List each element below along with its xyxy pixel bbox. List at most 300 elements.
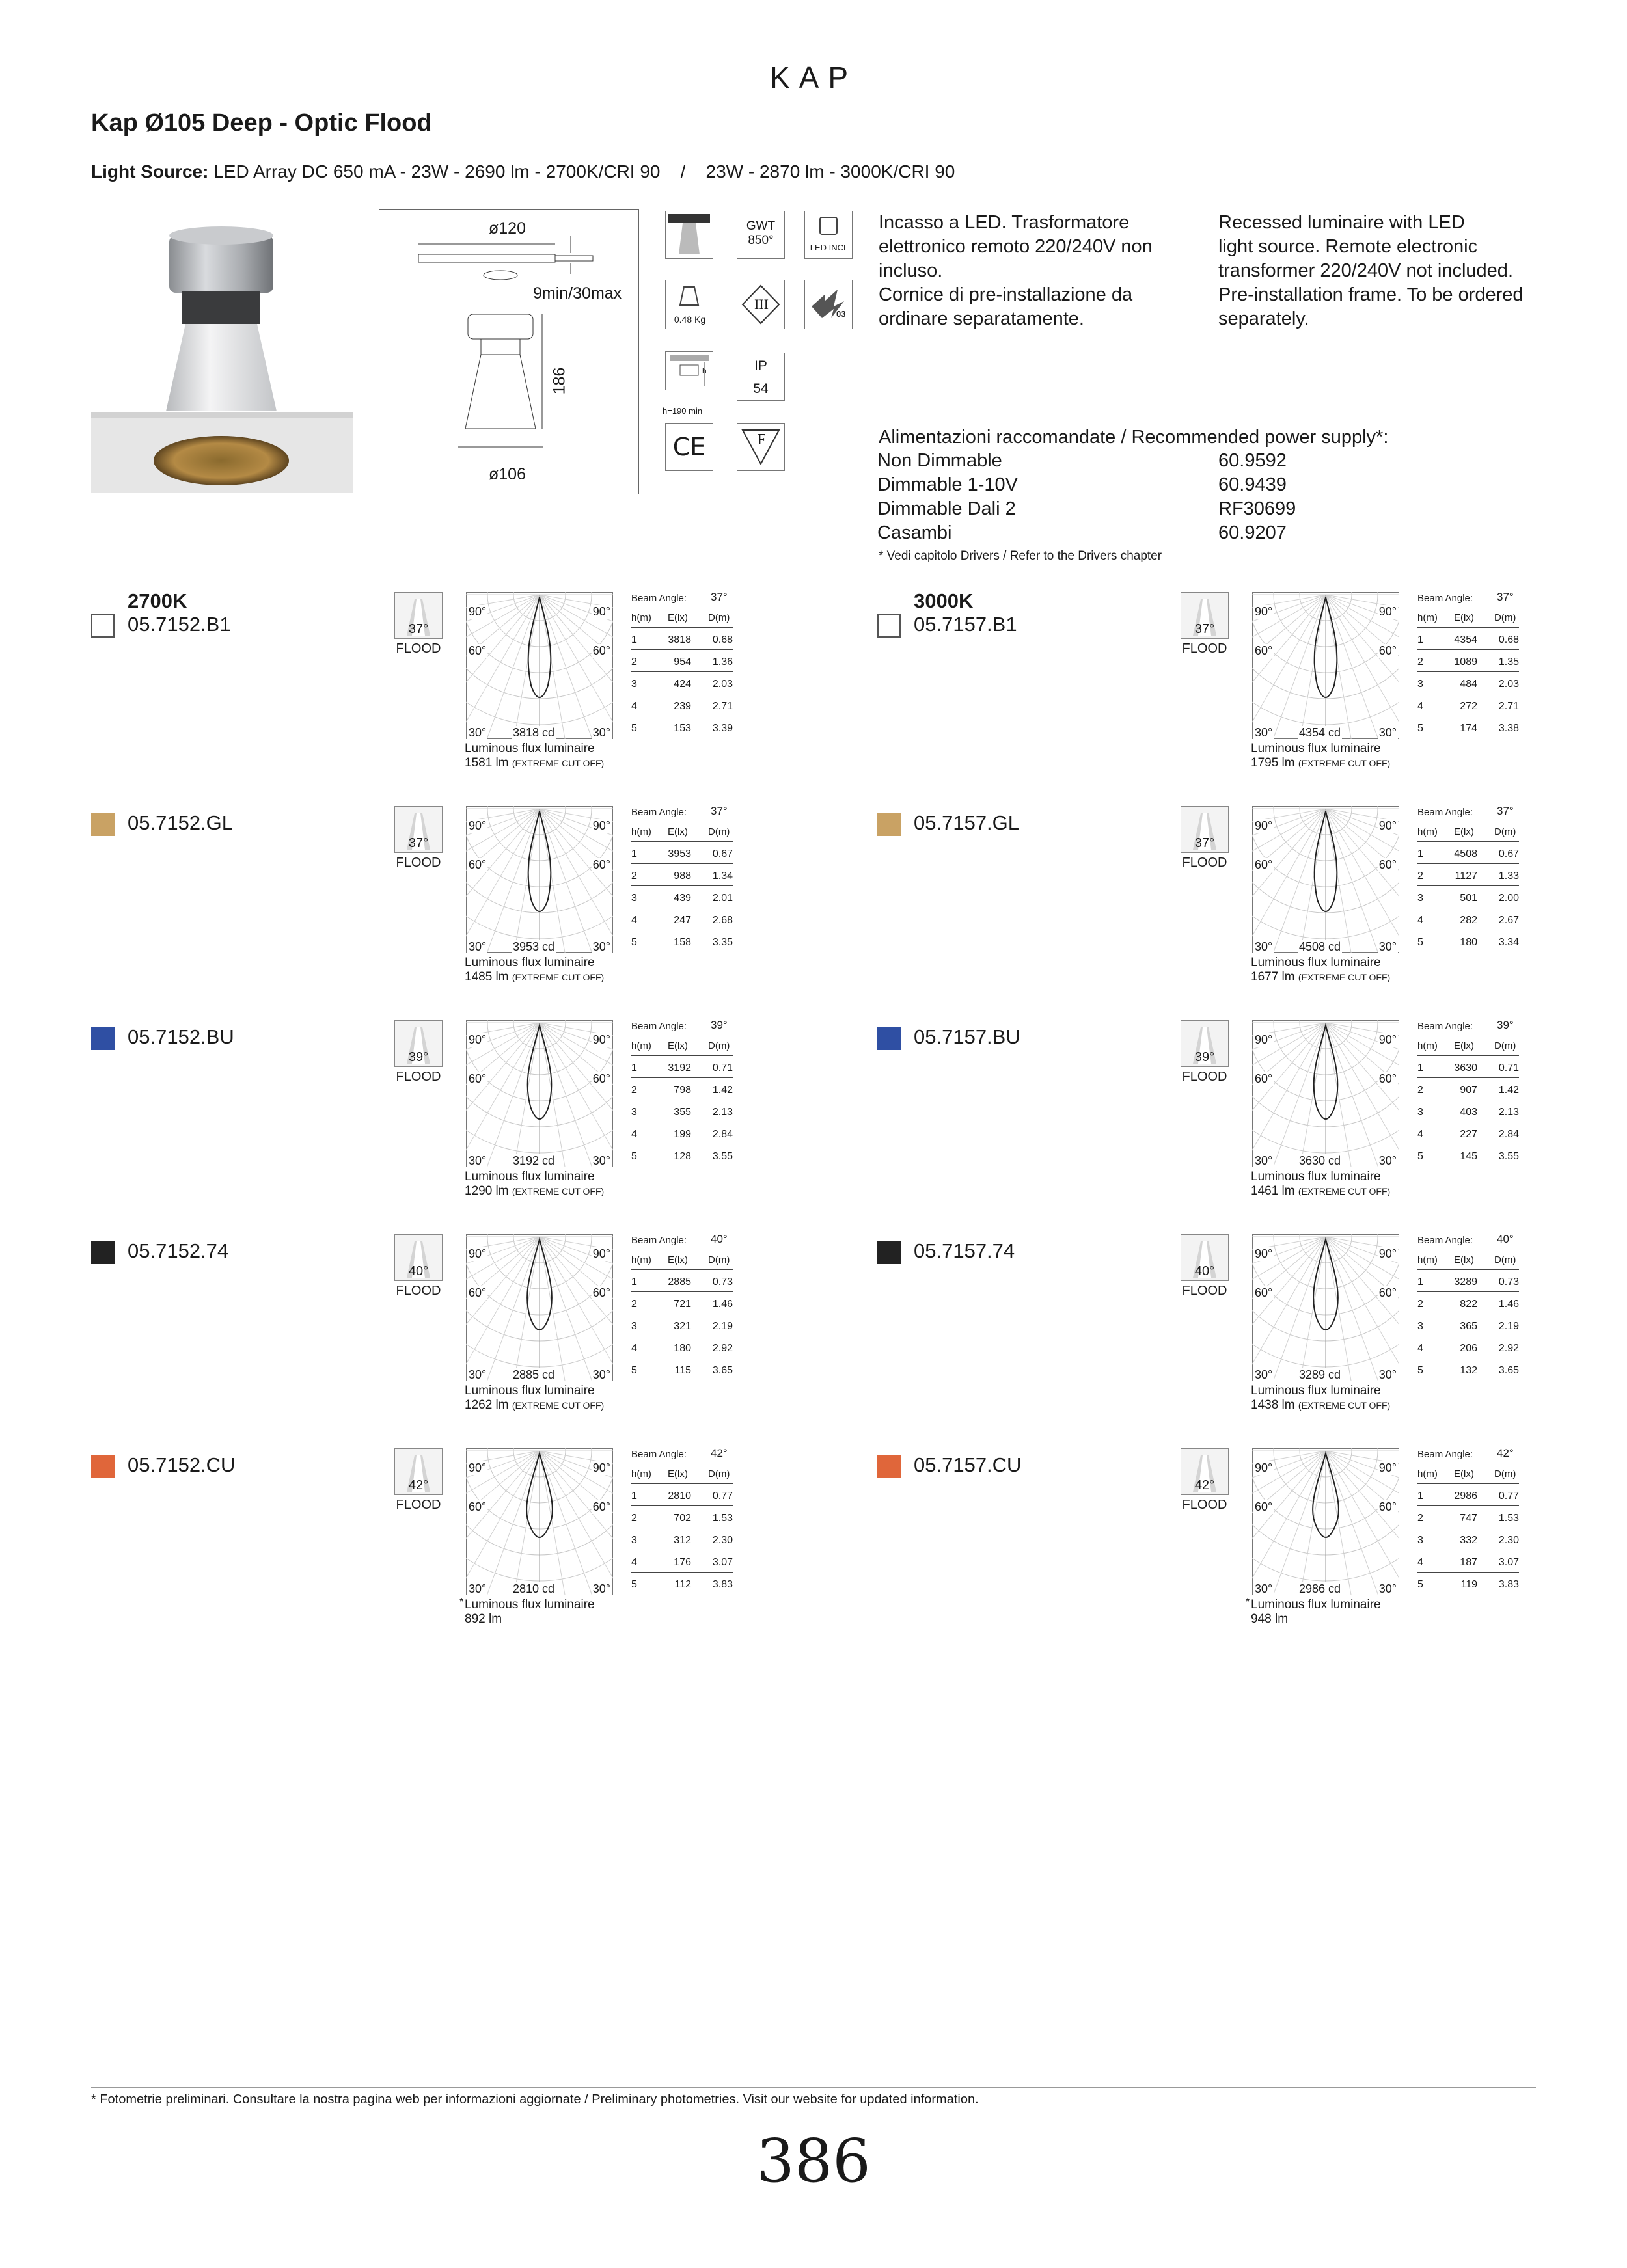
height-cell: 2	[631, 1085, 637, 1096]
luminous-flux	[459, 1597, 634, 1627]
e-header: E(lx)	[1454, 1040, 1474, 1051]
table-row	[631, 1556, 733, 1573]
beam-angle-icon	[394, 1234, 443, 1306]
illuminance-table	[631, 1448, 735, 1598]
power-supply-title: Alimentazioni raccomandate / Recommended power supply*:	[879, 427, 1389, 448]
color-swatch	[877, 813, 901, 836]
luminous-flux	[1251, 1170, 1420, 1198]
beam-angle-label: Beam Angle:	[631, 593, 687, 604]
table-header	[631, 826, 733, 842]
h-header: h(m)	[1417, 826, 1438, 837]
recess-h-label: h	[702, 366, 707, 375]
height-cell: 5	[631, 1579, 637, 1590]
beam-angle-value: 42°	[1497, 1447, 1514, 1459]
beam-angle-label: Beam Angle:	[631, 807, 687, 818]
color-swatch	[877, 1455, 901, 1478]
beam-angle-icon	[394, 806, 443, 878]
footnote-star: *	[459, 1597, 464, 1608]
beam-angle-label: Beam Angle:	[1417, 807, 1473, 818]
lux-cell: 206	[1460, 1343, 1477, 1354]
polar-label-30-left: 30°	[469, 726, 487, 739]
lux-cell: 247	[674, 915, 691, 926]
polar-label-60-left: 60°	[1255, 1500, 1273, 1513]
diameter-cell: 1.53	[1498, 1513, 1519, 1524]
e-header: E(lx)	[1454, 1254, 1474, 1265]
product-title: Kap Ø105 Deep - Optic Flood	[91, 109, 432, 137]
table-row	[1417, 1276, 1519, 1292]
height-cell: 4	[1417, 1129, 1423, 1140]
polar-label-60-right: 60°	[592, 1072, 610, 1085]
polar-label-60-left: 60°	[469, 1286, 487, 1299]
polar-label-90-left: 90°	[1255, 605, 1273, 618]
height-cell: 4	[1417, 1343, 1423, 1354]
polar-diagram	[1252, 592, 1399, 739]
beam-icon-flood: FLOOD	[1182, 641, 1227, 656]
table-header	[1417, 1040, 1519, 1056]
height-cell: 4	[631, 915, 637, 926]
flux-value: 1795 lm	[1251, 756, 1295, 770]
height-cell: 1	[1417, 634, 1423, 645]
beam-angle-label: Beam Angle:	[1417, 1449, 1473, 1460]
polar-label-90-left: 90°	[469, 1247, 487, 1260]
lux-cell: 1089	[1454, 656, 1477, 668]
product-code: 05.7157.GL	[914, 811, 1020, 834]
cutoff-label: (EXTREME CUT OFF)	[1298, 1186, 1391, 1196]
table-row	[1417, 1298, 1519, 1314]
table-row	[1417, 1084, 1519, 1100]
table-header	[631, 612, 733, 628]
beam-angle-value: 37°	[711, 591, 728, 603]
polar-label-90-right: 90°	[592, 605, 610, 618]
color-swatch	[91, 614, 115, 638]
height-cell: 3	[631, 1535, 637, 1546]
flux-value: 1290 lm	[465, 1184, 509, 1198]
beam-icon-angle: 40°	[408, 1264, 429, 1278]
energy-class-value: 03	[836, 309, 846, 319]
flux-label: Luminous flux luminaire	[1251, 956, 1381, 969]
lux-cell: 355	[674, 1107, 691, 1118]
ce-label: CE	[672, 433, 706, 461]
polar-label-60-right: 60°	[1378, 858, 1397, 871]
height-cell: 1	[1417, 1491, 1423, 1502]
polar-label-30-right: 30°	[592, 726, 610, 739]
diameter-cell: 3.65	[1498, 1365, 1519, 1376]
lux-cell: 239	[674, 701, 691, 712]
beam-icon-flood: FLOOD	[1182, 1070, 1227, 1084]
e-header: E(lx)	[668, 826, 688, 837]
product-code: 05.7157.74	[914, 1239, 1015, 1262]
product-code: 05.7152.BU	[128, 1025, 234, 1048]
diameter-cell: 1.34	[712, 871, 733, 882]
polar-label-60-left: 60°	[1255, 644, 1273, 657]
diameter-cell: 3.07	[1498, 1557, 1519, 1568]
polar-label-60-right: 60°	[1378, 644, 1397, 657]
diameter-cell: 1.35	[1498, 656, 1519, 668]
gwt-icon	[737, 211, 785, 259]
color-swatch	[877, 1241, 901, 1264]
polar-label-90-left: 90°	[469, 819, 487, 832]
table-row	[631, 1128, 733, 1144]
height-cell: 5	[631, 1151, 637, 1162]
peak-intensity: 3192 cd	[513, 1154, 555, 1167]
polar-diagram	[466, 592, 613, 739]
flux-value: 892 lm	[465, 1612, 502, 1626]
beam-angle-label: Beam Angle:	[1417, 1235, 1473, 1246]
lux-cell: 2986	[1454, 1491, 1477, 1502]
height-cell: 2	[1417, 1513, 1423, 1524]
product-photo	[91, 209, 353, 493]
weight-value: 0.48 Kg	[674, 314, 706, 325]
diameter-cell: 2.92	[1498, 1343, 1519, 1354]
table-row	[1417, 1150, 1519, 1166]
table-header	[1417, 1468, 1519, 1484]
diameter-cell: 2.30	[1498, 1535, 1519, 1546]
table-row	[1417, 892, 1519, 908]
illuminance-table	[1417, 1020, 1522, 1170]
peak-intensity: 3953 cd	[513, 940, 555, 953]
table-row	[1417, 870, 1519, 886]
table-row	[1417, 1512, 1519, 1528]
lux-cell: 439	[674, 893, 691, 904]
illuminance-table	[1417, 1234, 1522, 1384]
polar-label-30-left: 30°	[1255, 1582, 1273, 1595]
diameter-cell: 3.83	[712, 1579, 733, 1590]
height-cell: 5	[1417, 1579, 1423, 1590]
illuminance-table	[1417, 806, 1522, 956]
polar-label-90-right: 90°	[1378, 605, 1397, 618]
polar-label-90-left: 90°	[469, 1461, 487, 1474]
diameter-cell: 2.71	[1498, 701, 1519, 712]
color-swatch	[91, 813, 115, 836]
beam-angle-value: 40°	[711, 1233, 728, 1245]
height-cell: 3	[1417, 1321, 1423, 1332]
d-header: D(m)	[1494, 612, 1516, 623]
product-code: 05.7157.B1	[914, 613, 1017, 636]
polar-label-30-right: 30°	[1378, 940, 1397, 953]
power-supply-list	[877, 449, 1463, 545]
lux-cell: 145	[1460, 1151, 1477, 1162]
flux-value-line	[1251, 756, 1420, 770]
spotlight-icon	[665, 211, 713, 259]
polar-label-30-right: 30°	[1378, 1154, 1397, 1167]
diameter-cell: 0.68	[712, 634, 733, 645]
beam-icon-angle: 39°	[1194, 1050, 1215, 1064]
peak-intensity: 4354 cd	[1299, 726, 1341, 739]
flux-value: 1485 lm	[465, 970, 509, 984]
polar-label-30-left: 30°	[469, 1368, 487, 1381]
ip-value: 54	[753, 381, 769, 396]
psu-label: Casambi	[877, 522, 952, 543]
beam-icon-angle: 42°	[1194, 1478, 1215, 1492]
flux-value-line	[1251, 1398, 1420, 1412]
table-row	[631, 678, 733, 694]
beam-icon-flood: FLOOD	[1182, 856, 1227, 870]
polar-label-30-left: 30°	[1255, 1368, 1273, 1381]
polar-label-30-left: 30°	[469, 1582, 487, 1595]
table-row	[1417, 1490, 1519, 1506]
polar-label-60-left: 60°	[469, 858, 487, 871]
dim-top-diameter: ø120	[489, 219, 526, 237]
flux-label: Luminous flux luminaire	[465, 1384, 595, 1397]
diameter-cell: 2.03	[1498, 679, 1519, 690]
diameter-cell: 1.42	[712, 1085, 733, 1096]
height-cell: 5	[1417, 1365, 1423, 1376]
height-cell: 4	[1417, 915, 1423, 926]
height-cell: 5	[1417, 937, 1423, 948]
gwt-label: GWT	[746, 219, 776, 233]
luminous-flux	[1251, 742, 1420, 770]
luminous-flux	[465, 1170, 634, 1198]
diameter-cell: 1.33	[1498, 871, 1519, 882]
polar-label-90-left: 90°	[1255, 1033, 1273, 1046]
polar-label-60-left: 60°	[469, 644, 487, 657]
lux-cell: 2885	[668, 1276, 691, 1288]
polar-label-60-right: 60°	[1378, 1072, 1397, 1085]
height-cell: 3	[1417, 1535, 1423, 1546]
diameter-cell: 0.71	[712, 1062, 733, 1073]
beam-angle-value: 37°	[711, 805, 728, 817]
flux-value-line	[465, 1612, 634, 1627]
diameter-cell: 0.71	[1498, 1062, 1519, 1073]
beam-icon-angle: 37°	[1194, 622, 1215, 636]
polar-diagram	[466, 1234, 613, 1381]
polar-label-30-right: 30°	[1378, 1368, 1397, 1381]
table-row	[1417, 914, 1519, 930]
table-row	[631, 700, 733, 716]
height-cell: 1	[631, 848, 637, 859]
polar-label-90-left: 90°	[469, 605, 487, 618]
flux-value: 1262 lm	[465, 1398, 509, 1412]
polar-label-30-right: 30°	[1378, 726, 1397, 739]
d-header: D(m)	[708, 1040, 730, 1051]
lux-cell: 4354	[1454, 634, 1477, 645]
polar-label-60-left: 60°	[469, 1072, 487, 1085]
polar-label-60-left: 60°	[1255, 1072, 1273, 1085]
table-row	[631, 1106, 733, 1122]
height-cell: 3	[1417, 893, 1423, 904]
polar-label-90-right: 90°	[592, 1247, 610, 1260]
height-cell: 2	[631, 656, 637, 668]
diameter-cell: 3.34	[1498, 937, 1519, 948]
color-swatch	[91, 1027, 115, 1050]
light-source-label: Light Source:	[91, 161, 209, 182]
ip-rating-icon	[737, 353, 785, 401]
lux-cell: 702	[674, 1513, 691, 1524]
lux-cell: 158	[674, 937, 691, 948]
lux-cell: 174	[1460, 723, 1477, 734]
diameter-cell: 2.67	[1498, 915, 1519, 926]
peak-intensity: 2885 cd	[513, 1368, 555, 1381]
table-row	[631, 914, 733, 930]
kelvin-label: 3000K	[914, 589, 974, 612]
psu-code: 60.9207	[1218, 522, 1287, 543]
diameter-cell: 2.92	[712, 1343, 733, 1354]
weight-icon	[665, 280, 713, 329]
lux-cell: 199	[674, 1129, 691, 1140]
diameter-cell: 0.73	[1498, 1276, 1519, 1288]
flux-value-line	[465, 1398, 634, 1412]
cutoff-label: (EXTREME CUT OFF)	[1298, 1400, 1391, 1411]
product-code: 05.7152.B1	[128, 613, 231, 636]
beam-angle-value: 37°	[1497, 591, 1514, 603]
polar-label-60-right: 60°	[592, 644, 610, 657]
height-cell: 2	[631, 1513, 637, 1524]
d-header: D(m)	[1494, 826, 1516, 837]
height-cell: 2	[1417, 1299, 1423, 1310]
height-cell: 2	[631, 871, 637, 882]
height-cell: 5	[631, 1365, 637, 1376]
lux-cell: 365	[1460, 1321, 1477, 1332]
beam-icon-flood: FLOOD	[396, 1070, 441, 1084]
polar-label-60-left: 60°	[1255, 1286, 1273, 1299]
polar-label-60-right: 60°	[1378, 1500, 1397, 1513]
peak-intensity: 2810 cd	[513, 1582, 555, 1595]
diameter-cell: 1.46	[1498, 1299, 1519, 1310]
flux-value: 1677 lm	[1251, 970, 1295, 984]
polar-label-30-right: 30°	[592, 940, 610, 953]
table-row	[1417, 722, 1519, 738]
luminous-flux	[465, 742, 634, 770]
dim-thickness: 9min/30max	[533, 284, 622, 303]
flux-value: 1581 lm	[465, 756, 509, 770]
lux-cell: 272	[1460, 701, 1477, 712]
table-row	[1417, 936, 1519, 952]
product-code: 05.7152.CU	[128, 1453, 236, 1476]
flux-value: 1438 lm	[1251, 1398, 1295, 1412]
peak-intensity: 4508 cd	[1299, 940, 1341, 953]
diameter-cell: 3.83	[1498, 1579, 1519, 1590]
height-cell: 3	[631, 1107, 637, 1118]
polar-diagram	[1252, 1234, 1399, 1381]
polar-label-30-left: 30°	[1255, 940, 1273, 953]
psu-label: Non Dimmable	[877, 450, 1002, 471]
table-row	[1417, 1534, 1519, 1550]
table-row	[631, 1578, 733, 1594]
diameter-cell: 2.84	[712, 1129, 733, 1140]
luminous-flux	[1246, 1597, 1420, 1627]
lux-cell: 187	[1460, 1557, 1477, 1568]
lux-cell: 332	[1460, 1535, 1477, 1546]
beam-angle-icon	[1181, 592, 1229, 664]
polar-diagram	[466, 1448, 613, 1595]
table-row	[631, 848, 733, 864]
lux-cell: 954	[674, 656, 691, 668]
table-row	[1417, 678, 1519, 694]
flux-label: Luminous flux luminaire	[1251, 1384, 1381, 1397]
color-swatch	[91, 1455, 115, 1478]
h-header: h(m)	[1417, 1254, 1438, 1265]
h-header: h(m)	[1417, 1468, 1438, 1479]
polar-label-90-right: 90°	[592, 1461, 610, 1474]
flux-label: Luminous flux luminaire	[1251, 742, 1381, 755]
table-header	[631, 1040, 733, 1056]
table-header	[631, 1468, 733, 1484]
lux-cell: 1127	[1455, 871, 1477, 882]
flux-label: Luminous flux luminaire	[465, 1170, 595, 1183]
dim-bottom-diameter: ø106	[489, 465, 526, 483]
e-header: E(lx)	[668, 1040, 688, 1051]
kelvin-label: 2700K	[128, 589, 187, 612]
e-header: E(lx)	[1454, 1468, 1474, 1479]
e-header: E(lx)	[668, 1468, 688, 1479]
height-cell: 2	[631, 1299, 637, 1310]
lux-cell: 424	[674, 679, 691, 690]
height-cell: 1	[1417, 1062, 1423, 1073]
beam-angle-value: 42°	[711, 1447, 728, 1459]
table-row	[631, 1364, 733, 1380]
luminous-flux	[465, 956, 634, 984]
table-row	[631, 1320, 733, 1336]
flux-label: Luminous flux luminaire	[465, 742, 595, 755]
beam-angle-icon	[394, 1020, 443, 1092]
flux-value: 1461 lm	[1251, 1184, 1295, 1198]
height-cell: 3	[631, 1321, 637, 1332]
polar-label-60-right: 60°	[592, 858, 610, 871]
light-source-line	[91, 161, 955, 182]
diameter-cell: 3.55	[712, 1151, 733, 1162]
psu-code: RF30699	[1218, 498, 1296, 519]
beam-icon-angle: 37°	[408, 622, 429, 636]
beam-angle-value: 39°	[1497, 1019, 1514, 1031]
table-row	[1417, 1556, 1519, 1573]
lux-cell: 822	[1460, 1299, 1477, 1310]
polar-label-90-right: 90°	[1378, 1033, 1397, 1046]
lux-cell: 798	[674, 1085, 691, 1096]
polar-diagram	[1252, 1448, 1399, 1595]
flux-value-line	[465, 756, 634, 770]
lux-cell: 484	[1460, 679, 1477, 690]
d-header: D(m)	[1494, 1254, 1516, 1265]
peak-intensity: 3289 cd	[1299, 1368, 1341, 1381]
table-row	[631, 656, 733, 672]
table-header	[631, 1254, 733, 1270]
luminous-flux	[1251, 956, 1420, 984]
beam-icon-angle: 37°	[1194, 836, 1215, 850]
e-header: E(lx)	[1454, 612, 1474, 623]
description-it: Incasso a LED. Trasformatore elettronico remoto 220/240V non incluso. Cornice di pre-installazione da ordinare separatamente.	[879, 212, 1153, 329]
height-cell: 3	[1417, 679, 1423, 690]
flux-value-line	[465, 1184, 634, 1198]
polar-diagram	[1252, 806, 1399, 953]
diameter-cell: 1.46	[712, 1299, 733, 1310]
polar-label-30-right: 30°	[1378, 1582, 1397, 1595]
light-source-value: LED Array DC 650 mA - 23W - 2690 lm - 2700K/CRI 90 / 23W - 2870 lm - 3000K/CRI 90	[213, 161, 955, 182]
lux-cell: 115	[674, 1365, 691, 1376]
ip-label: IP	[737, 353, 784, 377]
peak-intensity: 2986 cd	[1299, 1582, 1341, 1595]
diameter-cell: 2.13	[1498, 1107, 1519, 1118]
lux-cell: 501	[1460, 893, 1477, 904]
h-header: h(m)	[631, 612, 651, 623]
h-header: h(m)	[1417, 612, 1438, 623]
psu-code: 60.9592	[1218, 450, 1287, 471]
product-code: 05.7152.74	[128, 1239, 229, 1262]
polar-label-90-left: 90°	[1255, 1247, 1273, 1260]
lux-cell: 128	[674, 1151, 691, 1162]
polar-label-90-left: 90°	[1255, 819, 1273, 832]
h-header: h(m)	[631, 826, 651, 837]
cutoff-label: (EXTREME CUT OFF)	[1298, 972, 1391, 982]
table-row	[1417, 634, 1519, 650]
d-header: D(m)	[708, 612, 730, 623]
table-row	[1417, 1364, 1519, 1380]
beam-angle-value: 40°	[1497, 1233, 1514, 1245]
led-incl-label: LED INCL	[810, 243, 849, 252]
lux-cell: 112	[674, 1579, 691, 1590]
flux-value-line	[1251, 970, 1420, 984]
page-number: 386	[756, 2126, 871, 2196]
lux-cell: 180	[1460, 937, 1477, 948]
